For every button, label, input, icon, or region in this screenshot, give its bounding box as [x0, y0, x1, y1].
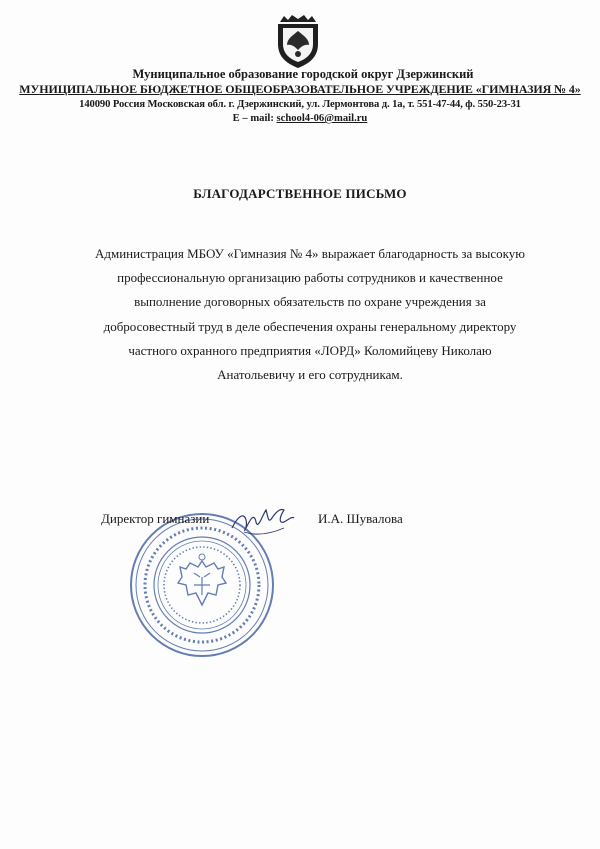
institution-name: МУНИЦИПАЛЬНОЕ БЮДЖЕТНОЕ ОБЩЕОБРАЗОВАТЕЛЬНОЕ УЧРЕЖДЕНИЕ «ГИМНАЗИЯ № 4»: [19, 82, 581, 96]
body-line: выполнение договорных обязательств по охране учреждения за: [134, 294, 486, 310]
handwritten-signature-icon: [228, 498, 298, 544]
email-link[interactable]: school4-06@mail.ru: [276, 113, 368, 124]
letterhead: [0, 66, 600, 126]
director-role: Директор гимназии: [101, 511, 210, 526]
body-line: добросовестный труд в деле обеспечения охраны генеральному директору: [103, 318, 517, 334]
address-line: 140090 Россия Московская обл. г. Дзержинский, ул. Лермонтова д. 1а, т. 551-47-44, ф. 550-23-31: [79, 99, 521, 110]
director-name: И.А. Шувалова: [318, 511, 403, 526]
body-line: Анатольевичу и его сотрудникам.: [217, 367, 403, 383]
email-line: [0, 112, 600, 126]
document-title: БЛАГОДАРСТВЕННОЕ ПИСЬМО: [193, 186, 407, 201]
letter-body: [60, 242, 560, 387]
body-line: частного охранного предприятия «ЛОРД» Коломийцеву Николаю: [128, 342, 492, 358]
body-line: Администрация МБОУ «Гимназия № 4» выражает благодарность за высокую: [94, 246, 526, 261]
body-line: профессиональную организацию работы сотрудников и качественное: [117, 270, 503, 286]
municipality-line: Муниципальное образование городской округ Дзержинский: [132, 67, 474, 81]
email-prefix: E – mail:: [232, 113, 277, 124]
coat-of-arms-icon: [272, 14, 324, 70]
